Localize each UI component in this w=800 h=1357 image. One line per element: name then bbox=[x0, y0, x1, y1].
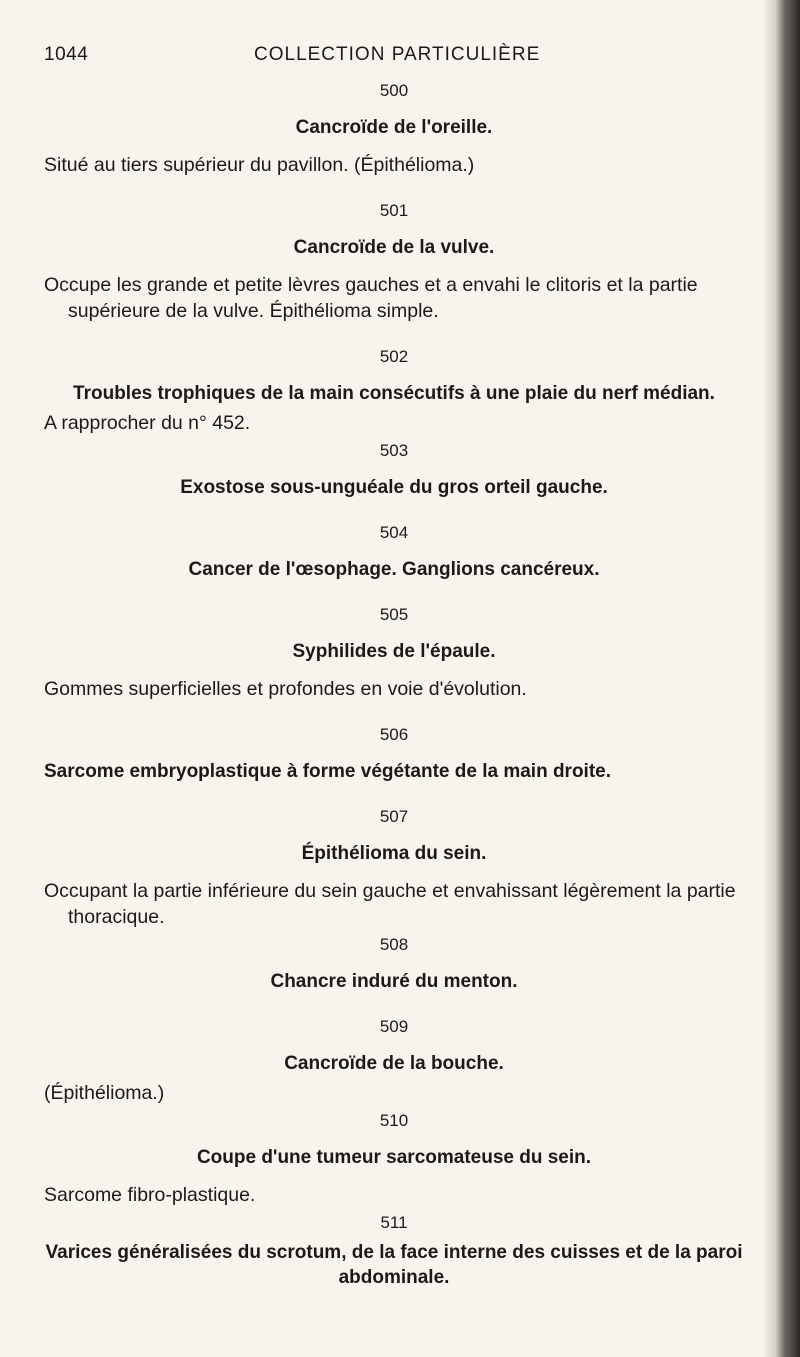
entry-number: 511 bbox=[380, 1213, 408, 1232]
entry-number: 509 bbox=[379, 1017, 409, 1036]
entry-title: Sarcome embryoplastique à forme végétante de la main droite. bbox=[44, 761, 612, 782]
entry-title: Chancre induré du menton. bbox=[270, 971, 518, 992]
catalog-entries bbox=[44, 80, 744, 1290]
entry-number: 505 bbox=[379, 605, 409, 624]
entry-number: 506 bbox=[379, 725, 409, 744]
entry-title: Cancroïde de la vulve. bbox=[293, 237, 495, 258]
entry-title: Épithélioma du sein. bbox=[301, 843, 487, 864]
entry-description: Gommes superficielles et profondes en voie d'évolution. bbox=[44, 678, 527, 700]
entry-description: Occupe les grande et petite lèvres gauches et a envahi le clitoris et la partie supérieure de la vulve. Épithélioma simple. bbox=[44, 274, 698, 322]
catalog-entry bbox=[44, 522, 744, 582]
catalog-entry bbox=[44, 934, 744, 994]
entry-number: 507 bbox=[379, 807, 409, 826]
page-header bbox=[44, 44, 744, 68]
entry-number: 508 bbox=[379, 935, 409, 954]
page-number: 1044 bbox=[44, 44, 89, 65]
catalog-entry bbox=[44, 806, 744, 930]
entry-description: Occupant la partie inférieure du sein gauche et envahissant légèrement la partie thoracique. bbox=[44, 880, 736, 928]
entry-description: Situé au tiers supérieur du pavillon. (Épithélioma.) bbox=[44, 154, 475, 176]
catalog-entry bbox=[44, 604, 744, 702]
entry-title: Coupe d'une tumeur sarcomateuse du sein. bbox=[196, 1147, 592, 1168]
catalog-entry bbox=[44, 1110, 744, 1208]
catalog-entry bbox=[44, 200, 744, 324]
entry-title: Syphilides de l'épaule. bbox=[292, 641, 496, 662]
entry-description: A rapprocher du n° 452. bbox=[44, 412, 251, 434]
entry-number: 502 bbox=[379, 347, 409, 366]
entry-number: 504 bbox=[379, 523, 409, 542]
book-page-edge bbox=[762, 0, 800, 1357]
entry-number: 503 bbox=[379, 441, 409, 460]
entry-title: Troubles trophiques de la main consécutifs à une plaie du nerf médian. bbox=[73, 383, 715, 404]
catalog-entry bbox=[44, 1212, 744, 1290]
entry-number: 510 bbox=[379, 1111, 409, 1130]
entry-title: Exostose sous-unguéale du gros orteil gauche. bbox=[180, 477, 608, 498]
entry-number: 500 bbox=[379, 81, 409, 100]
entry-title: Cancroïde de l'oreille. bbox=[295, 117, 493, 138]
entry-description: Sarcome fibro-plastique. bbox=[44, 1184, 256, 1206]
catalog-entry bbox=[44, 80, 744, 178]
catalog-entry bbox=[44, 440, 744, 500]
catalog-entry bbox=[44, 1016, 744, 1106]
catalog-entry bbox=[44, 346, 744, 436]
entry-description: (Épithélioma.) bbox=[44, 1082, 165, 1104]
entry-title: Cancer de l'œsophage. Ganglions cancéreux. bbox=[188, 559, 600, 580]
running-title: COLLECTION PARTICULIÈRE bbox=[254, 44, 541, 65]
catalog-entry bbox=[44, 724, 744, 784]
entry-title: Varices généralisées du scrotum, de la face interne des cuisses et de la paroi abdominale. bbox=[45, 1242, 743, 1288]
entry-number: 501 bbox=[379, 201, 409, 220]
entry-title: Cancroïde de la bouche. bbox=[284, 1053, 504, 1074]
